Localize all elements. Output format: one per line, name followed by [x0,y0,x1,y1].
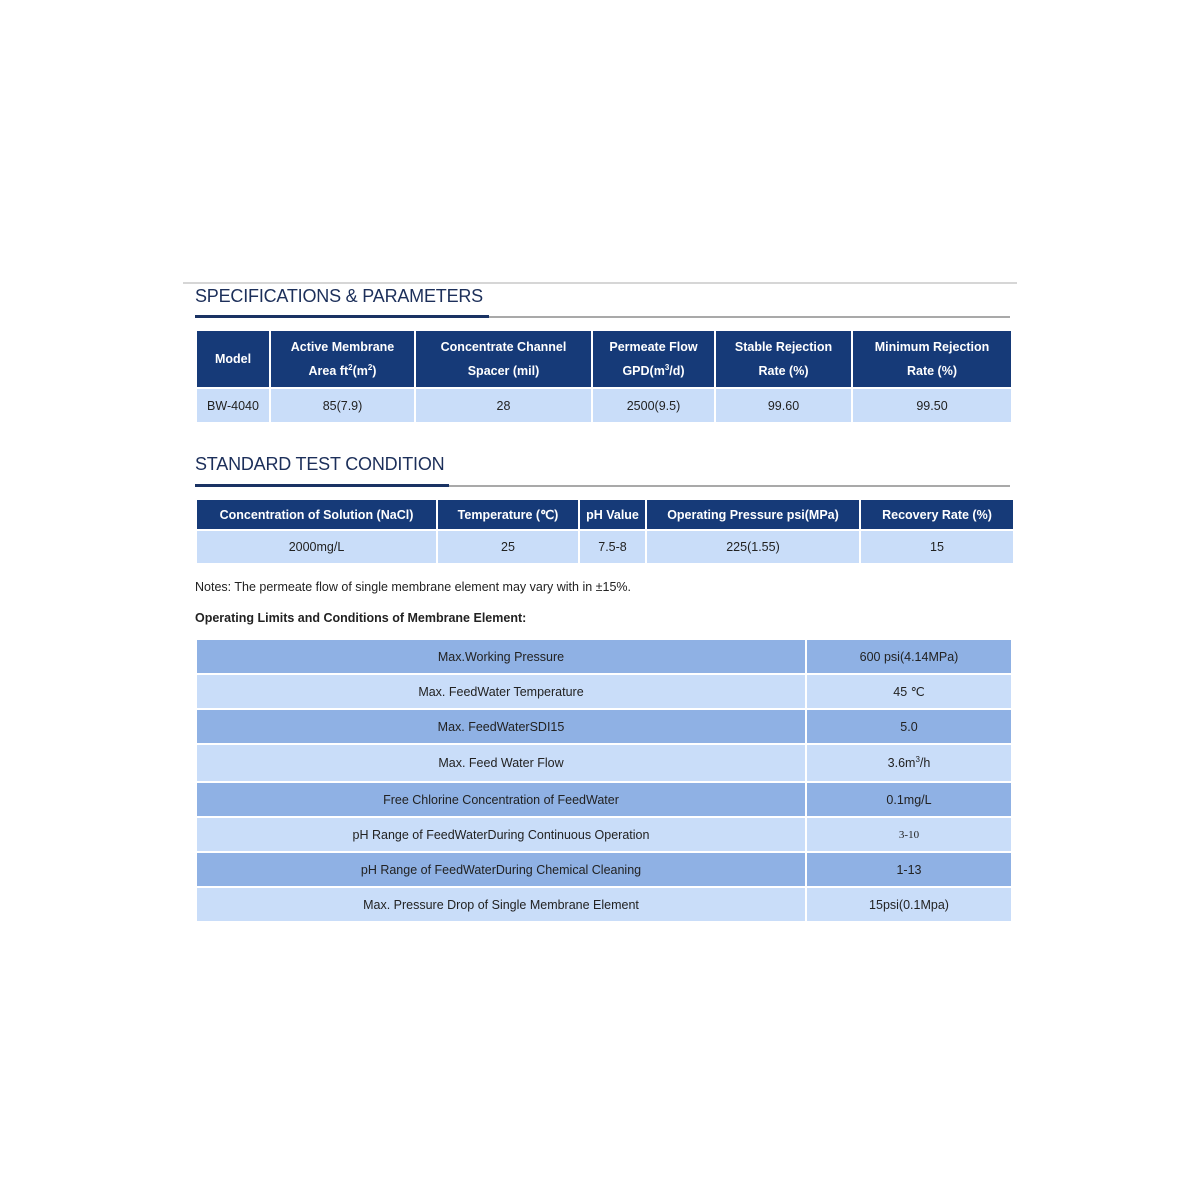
header-minimum-rejection: Minimum Rejection Rate (%) [853,331,1011,387]
cell-pressure: 225(1.55) [647,531,859,563]
limit-label: Max. Feed Water Flow [197,745,805,781]
header-concentration: Concentration of Solution (NaCl) [197,500,436,529]
limit-value: 15psi(0.1Mpa) [807,888,1011,921]
specs-title: SPECIFICATIONS & PARAMETERS [195,286,483,306]
table-row [197,710,1011,743]
limit-value: 45 ℃ [807,675,1011,708]
specs-underline [195,316,1010,318]
header-recovery: Recovery Rate (%) [861,500,1013,529]
cell-model: BW-4040 [197,389,269,422]
limit-value: $3.6m^3/h$ [807,745,1011,781]
cell-area: 85(7.9) [271,389,414,422]
table-row [197,818,1011,851]
limit-value: 5.0 [807,710,1011,743]
limit-label: Max.Working Pressure [197,640,805,673]
cell-recovery: 15 [861,531,1013,563]
limit-value: 1-13 [807,853,1011,886]
limit-label: Max. FeedWaterSDI15 [197,710,805,743]
cell-spacer: 28 [416,389,591,422]
cell-temperature: 25 [438,531,578,563]
limit-value: 600 psi(4.14MPa) [807,640,1011,673]
header-model: Model [197,331,269,387]
limit-label: Max. Pressure Drop of Single Membrane Element [197,888,805,921]
header-temperature: Temperature (℃) [438,500,578,529]
cell-permeate-flow: 2500(9.5) [593,389,714,422]
specs-table [195,329,1013,424]
limits-title: Operating Limits and Conditions of Membrane Element: [195,611,527,625]
table-row [197,783,1011,816]
limits-table [195,638,1013,923]
header-ph: pH Value [580,500,645,529]
table-row [197,675,1011,708]
top-divider [183,282,1017,284]
limit-label: pH Range of FeedWaterDuring Continuous Operation [197,818,805,851]
notes-text: Notes: The permeate flow of single membrane element may vary with in ±15%. [195,580,631,594]
limit-value: 0.1mg/L [807,783,1011,816]
table-row [197,389,1011,422]
limit-label: Free Chlorine Concentration of FeedWater [197,783,805,816]
cell-minimum-rejection: 99.50 [853,389,1011,422]
table-row [197,640,1011,673]
table-row [197,745,1011,781]
header-active-membrane-area: Active Membrane Area $ft^2(m^2)$ [271,331,414,387]
test-table [195,498,1015,565]
table-row [197,531,1013,563]
header-permeate-flow: Permeate Flow $GPD(m^3/d)$ [593,331,714,387]
cell-ph: 7.5-8 [580,531,645,563]
table-row [197,853,1011,886]
header-pressure: Operating Pressure psi(MPa) [647,500,859,529]
cell-stable-rejection: 99.60 [716,389,851,422]
test-underline [195,485,1010,487]
test-title: STANDARD TEST CONDITION [195,454,445,474]
header-concentrate-channel-spacer: Concentrate Channel Spacer (mil) [416,331,591,387]
specs-header-row [197,331,1011,387]
limit-value: 3-10 [807,818,1011,851]
header-stable-rejection: Stable Rejection Rate (%) [716,331,851,387]
test-header-row [197,500,1013,529]
limit-label: Max. FeedWater Temperature [197,675,805,708]
cell-concentration: 2000mg/L [197,531,436,563]
table-row [197,888,1011,921]
limit-label: pH Range of FeedWaterDuring Chemical Cleaning [197,853,805,886]
